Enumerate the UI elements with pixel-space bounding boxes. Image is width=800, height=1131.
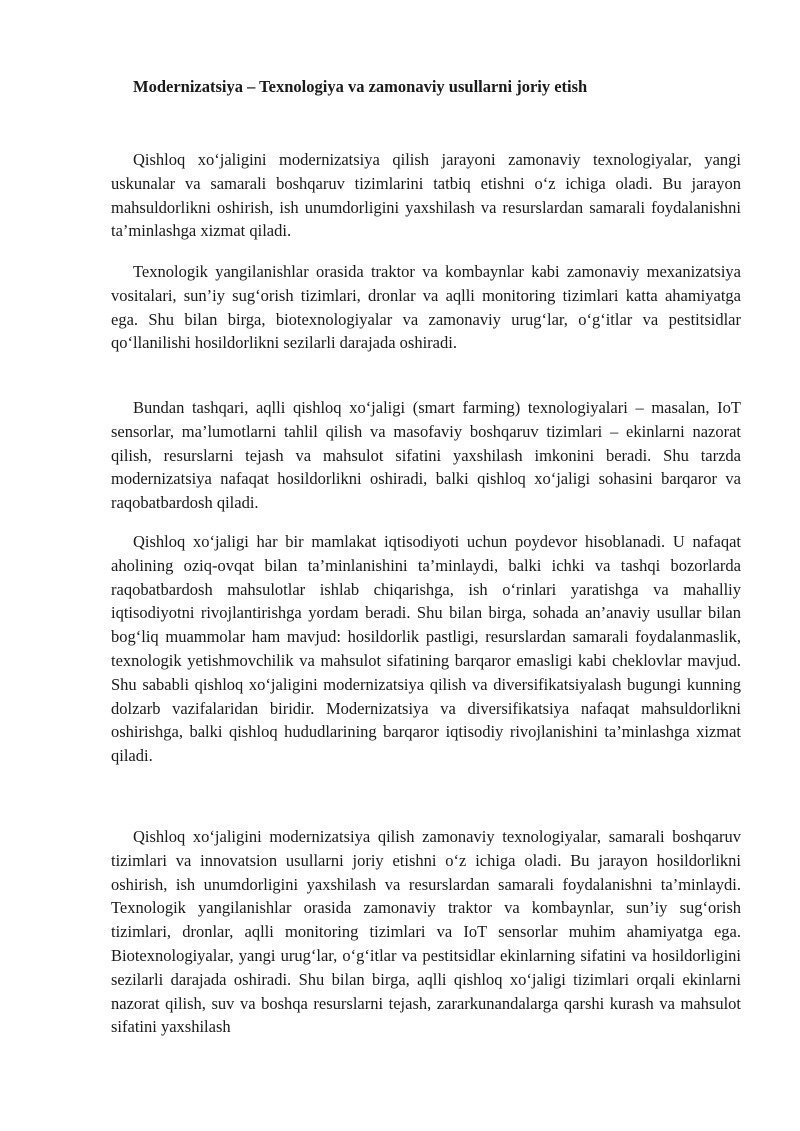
paragraph: Qishloq xo‘jaligini modernizatsiya qilish jarayoni zamonaviy texnologiyalar, yangi uskunalar va samarali boshqaruv tizimlarini tatbiq etishni o‘z ichiga oladi. Bu jarayon mahsuldorlikni oshirish, ish unumdorligini yaxshilash va resurslardan samarali foydalanishni ta’minlashga xizmat qiladi. [111,150,741,241]
document-page [111,0,741,1131]
document-title: Modernizatsiya – Texnologiya va zamonaviy usullarni joriy etish [133,77,588,96]
paragraph: Bundan tashqari, aqlli qishloq xo‘jaligi (smart farming) texnologiyalari – masalan, IoT sensorlar, ma’lumotlarni tahlil qilish va masofaviy boshqaruv tizimlari – ekinlarni nazorat qilish, resurslarni tejash va mahsulot sifatini yaxshilash imkonini beradi. Shu tarzda modernizatsiya nafaqat hosildorlikni oshiradi, balki qishloq xo‘jaligi sohasini barqaror va raqobatbardosh qiladi. [111,398,741,513]
paragraph: Texnologik yangilanishlar orasida traktor va kombaynlar kabi zamonaviy mexanizatsiya vositalari, sun’iy sug‘orish tizimlari, dronlar va aqlli monitoring tizimlari katta ahamiyatga ega. Shu bilan birga, biotexnologiyalar va zamonaviy urug‘lar, o‘g‘itlar va pestitsidlar qo‘llanilishi hosildorlikni sezilarli darajada oshiradi. [111,262,741,353]
paragraph: Qishloq xo‘jaligini modernizatsiya qilish zamonaviy texnologiyalar, samarali boshqaruv tizimlari va innovatsion usullarni joriy etishni o‘z ichiga oladi. Bu jarayon hosildorlikni oshirish, ish unumdorligini yaxshilash va resurslardan samarali foydalanishni ta’minlaydi. Texnologik yangilanishlar orasida zamonaviy traktor va kombaynlar, sun’iy sug‘orish tizimlari, dronlar, aqlli monitoring tizimlari va IoT sensorlar muhim ahamiyatga ega. Biotexnologiyalar, yangi urug‘lar, o‘g‘itlar va pestitsidlar ekinlarning sifatini va hosildorligini sezilarli darajada oshiradi. Shu bilan birga, aqlli qishloq xo‘jaligi tizimlari orqali ekinlarni nazorat qilish, suv va boshqa resurslarni tejash, zararkunandalarga qarshi kurash va mahsulot sifatini yaxshilash [111,827,741,1037]
paragraph: Qishloq xo‘jaligi har bir mamlakat iqtisodiyoti uchun poydevor hisoblanadi. U nafaqat aholining oziq-ovqat bilan ta’minlanishini ta’minlaydi, balki ichki va tashqi bozorlarda raqobatbardosh mahsulotlar ishlab chiqarishga, ish o‘rinlari yaratishga va mahalliy iqtisodiyotni rivojlantirishga yordam beradi. Shu bilan birga, sohada an’anaviy usullar bilan bog‘liq muammolar ham mavjud: hosildorlik pastligi, resurslardan samarali foydalanmaslik, texnologik yetishmovchilik va mahsulot sifatining barqaror emasligi kabi cheklovlar mavjud. Shu sababli qishloq xo‘jaligini modernizatsiya qilish va diversifikatsiyalash bugungi kunning dolzarb vazifalaridan biridir. Modernizatsiya va diversifikatsiya nafaqat mahsuldorlikni oshirishga, balki qishloq hududlarining barqaror iqtisodiy rivojlanishini ta’minlashga xizmat qiladi. [111,532,741,766]
